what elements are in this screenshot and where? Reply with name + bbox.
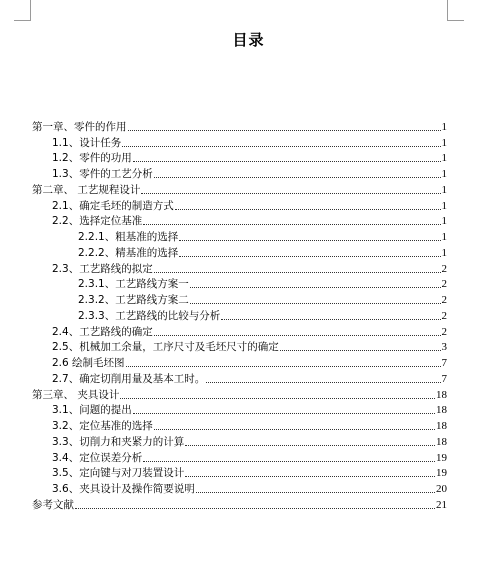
toc-page-number: 1 (441, 231, 447, 243)
toc-dot-leader (128, 130, 441, 131)
toc-page-number: 3 (441, 341, 447, 354)
toc-entry-text[interactable]: 2.3.2、工艺路线方案二 (78, 294, 189, 306)
toc-entry-text[interactable]: 第一章、零件的作用 (32, 120, 127, 133)
toc-entry[interactable] (32, 149, 447, 165)
toc-entry[interactable] (32, 416, 447, 432)
toc-entry-text[interactable]: 2.2、选择定位基准 (52, 215, 143, 228)
toc-entry-text[interactable]: 2.2.2、精基准的选择 (78, 246, 179, 259)
toc-entry-text[interactable]: 1.3、零件的工艺分析 (52, 168, 153, 180)
toc-dot-leader (154, 429, 435, 430)
toc-entry[interactable] (32, 164, 447, 180)
toc-dot-leader (133, 413, 435, 414)
toc-page-number: 19 (436, 451, 447, 464)
toc-entry[interactable] (32, 401, 447, 417)
toc-dot-leader (175, 209, 441, 210)
toc-entry[interactable] (32, 369, 447, 385)
toc-page-number: 2 (441, 309, 447, 322)
toc-entry[interactable] (32, 117, 447, 133)
document-title: 目录 (232, 31, 265, 49)
toc-entry[interactable] (32, 243, 447, 259)
toc-entry[interactable] (32, 353, 447, 369)
toc-entry-text[interactable]: 第二章、 工艺规程设计 (32, 183, 141, 196)
toc-dot-leader (154, 335, 441, 336)
toc-dot-leader (133, 161, 441, 162)
toc-dot-leader (179, 240, 440, 241)
toc-dot-leader (185, 445, 435, 446)
toc-page-number: 1 (441, 120, 447, 133)
page-corner-mark-top-left (14, 0, 31, 21)
toc-entry-text[interactable]: 3.4、定位误差分析 (52, 451, 143, 464)
toc-dot-leader (280, 350, 441, 351)
toc-page-number: 7 (441, 372, 447, 385)
toc-page-number: 7 (441, 357, 447, 369)
toc-page-number: 1 (441, 246, 447, 259)
toc-dot-leader (126, 366, 441, 367)
toc-entry[interactable] (32, 212, 447, 228)
toc-dot-leader (190, 287, 441, 288)
page-corner-mark-top-right (447, 0, 464, 21)
toc-entry-text[interactable]: 2.5、机械加工余量，工序尺寸及毛坯尺寸的确定 (52, 341, 279, 354)
toc-dot-leader (143, 224, 440, 225)
toc-entry-text[interactable]: 3.3、切削力和夹紧力的计算 (52, 435, 185, 448)
toc-page-number: 20 (436, 483, 447, 495)
toc-entry-text[interactable]: 2.6 绘制毛坯图 (52, 357, 125, 369)
toc-dot-leader (179, 256, 440, 257)
toc-entry-text[interactable]: 2.7、确定切削用量及基本工时。 (52, 372, 206, 385)
toc-dot-leader (185, 476, 435, 477)
toc-entry[interactable] (32, 464, 447, 480)
toc-page-number: 1 (441, 136, 447, 149)
toc-page-number: 19 (436, 467, 447, 480)
table-of-contents (32, 117, 447, 511)
toc-entry[interactable] (32, 322, 447, 338)
toc-dot-leader (141, 193, 440, 194)
toc-entry-text[interactable]: 3.1、问题的提出 (52, 404, 132, 417)
toc-page-number: 1 (441, 152, 447, 165)
toc-entry-text[interactable]: 1.1、设计任务 (52, 136, 122, 149)
toc-entry-text[interactable]: 2.3、工艺路线的拟定 (52, 262, 153, 275)
toc-entry[interactable] (32, 227, 447, 243)
toc-dot-leader (196, 492, 435, 493)
toc-entry-text[interactable]: 2.3.3、工艺路线的比较与分析 (78, 309, 221, 322)
toc-entry-text[interactable]: 1.2、零件的功用 (52, 152, 132, 165)
toc-page-number: 18 (436, 435, 447, 448)
toc-page-number: 18 (436, 388, 447, 401)
toc-page-number: 1 (441, 199, 447, 212)
toc-entry[interactable] (32, 448, 447, 464)
toc-entry[interactable] (32, 432, 447, 448)
toc-dot-leader (154, 177, 441, 178)
toc-dot-leader (120, 398, 435, 399)
toc-entry-text[interactable]: 参考文献 (32, 498, 74, 511)
toc-entry-text[interactable]: 2.2.1、粗基准的选择 (78, 231, 179, 243)
toc-entry[interactable] (32, 275, 447, 291)
toc-entry[interactable] (32, 196, 447, 212)
toc-entry[interactable] (32, 385, 447, 401)
toc-entry-text[interactable]: 2.1、确定毛坯的制造方式 (52, 199, 174, 212)
toc-page-number: 1 (441, 168, 447, 180)
toc-entry-text[interactable]: 2.3.1、工艺路线方案一 (78, 278, 189, 291)
toc-dot-leader (154, 272, 441, 273)
toc-entry[interactable] (32, 479, 447, 495)
toc-entry-text[interactable]: 3.6、夹具设计及操作简要说明 (52, 483, 195, 495)
toc-entry[interactable] (32, 306, 447, 322)
toc-page-number: 2 (441, 294, 447, 306)
toc-entry[interactable] (32, 338, 447, 354)
toc-page-number: 2 (441, 325, 447, 338)
toc-page-number: 2 (441, 278, 447, 291)
toc-entry[interactable] (32, 495, 447, 511)
toc-entry[interactable] (32, 259, 447, 275)
toc-entry[interactable] (32, 133, 447, 149)
toc-page-number: 1 (441, 183, 447, 196)
toc-page-number: 21 (436, 498, 447, 511)
toc-dot-leader (190, 303, 441, 304)
toc-page-number: 18 (436, 404, 447, 417)
toc-entry-text[interactable]: 3.5、定向键与对刀装置设计 (52, 467, 185, 480)
toc-dot-leader (143, 461, 435, 462)
toc-entry-text[interactable]: 2.4、工艺路线的确定 (52, 325, 153, 338)
toc-page-number: 1 (441, 215, 447, 228)
toc-entry-text[interactable]: 第三章、 夹具设计 (32, 388, 120, 401)
toc-page-number: 2 (441, 262, 447, 275)
toc-entry[interactable] (32, 290, 447, 306)
toc-dot-leader (206, 382, 440, 383)
toc-entry-text[interactable]: 3.2、定位基准的选择 (52, 420, 153, 432)
toc-page-number: 18 (436, 420, 447, 432)
toc-dot-leader (122, 146, 440, 147)
toc-dot-leader (75, 508, 435, 509)
toc-dot-leader (221, 319, 440, 320)
toc-entry[interactable] (32, 180, 447, 196)
